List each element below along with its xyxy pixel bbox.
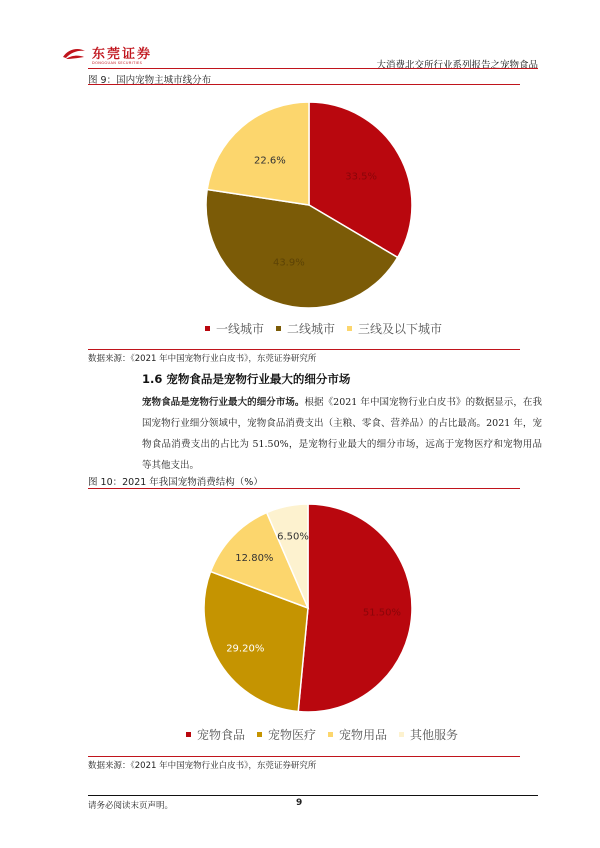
logo-text: 东莞证券: [92, 46, 153, 62]
pie-label-1: 33.5%: [345, 171, 378, 183]
figure-10-divider: [88, 488, 520, 489]
pie-label-3: 22.6%: [253, 155, 286, 167]
legend-label: 一线城市: [216, 322, 265, 336]
page-number: 9: [296, 798, 303, 808]
figure-10-title: 图 10：2021 年我国宠物消费结构（%）: [88, 477, 263, 488]
figure-9-title: 图 9：国内宠物主城市线分布: [88, 75, 212, 86]
figure-10-source: 数据来源：《2021 年中国宠物行业白皮书》，东莞证券研究所: [88, 761, 317, 771]
legend-swatch: [276, 326, 281, 331]
legend-label: 其他服务: [410, 728, 459, 742]
pet-consumption-legend: [186, 726, 470, 743]
pet-consumption-pie-chart: [196, 496, 420, 720]
section-heading: 1.6 宠物食品是宠物行业最大的细分市场: [142, 372, 351, 386]
legend-label: 二线城市: [287, 322, 336, 336]
legend-item-2: [257, 726, 316, 743]
section-paragraph: [142, 392, 542, 476]
pie-label-2: 29.20%: [226, 643, 265, 655]
legend-swatch: [205, 326, 210, 331]
city-tier-legend: [205, 320, 454, 337]
legend-item-3: [328, 726, 387, 743]
legend-label: 三线及以下城市: [358, 322, 443, 336]
city-tier-pie-chart: [194, 90, 424, 320]
header-divider: [88, 68, 538, 69]
legend-swatch: [399, 732, 404, 737]
report-title: 大消费北交所行业系列报告之宠物食品: [376, 60, 538, 71]
pie-label-4: 6.50%: [277, 531, 309, 543]
figure-10-bottom-divider: [88, 756, 520, 757]
legend-item-2: [276, 320, 335, 337]
legend-item-1: [205, 320, 264, 337]
company-logo: [62, 46, 152, 62]
legend-label: 宠物食品: [197, 728, 246, 742]
legend-swatch: [347, 326, 352, 331]
legend-item-1: [186, 726, 245, 743]
pie-label-3: 12.80%: [235, 553, 274, 565]
logo-subtext: DONGGUAN SECURITIES: [92, 61, 143, 65]
pie-label-2: 43.9%: [272, 257, 305, 269]
pie-slice-3: [207, 102, 309, 205]
figure-9-source: 数据来源：《2021 年中国宠物行业白皮书》，东莞证券研究所: [88, 354, 317, 364]
figure-9-divider: [88, 84, 520, 85]
paragraph-body: 根据《2021 年中国宠物行业白皮书》的数据显示，在我国宠物行业细分领域中，宠物食品消费支出（主粮、零食、营养品）的占比最高。2021 年，宠物食品消费支出的占比为 51.50%，是宠物行业最大的细分市场，远高于宠物医疗和宠物用品等其他支出。: [142, 397, 542, 471]
legend-item-3: [347, 320, 442, 337]
footer-disclaimer: 请务必阅读末页声明。: [88, 801, 174, 811]
pie-label-1: 51.50%: [362, 607, 401, 619]
legend-swatch: [186, 732, 191, 737]
legend-item-4: [399, 726, 458, 743]
legend-label: 宠物用品: [339, 728, 388, 742]
paragraph-lead: 宠物食品是宠物行业最大的细分市场。: [142, 397, 305, 408]
legend-swatch: [257, 732, 262, 737]
figure-9-bottom-divider: [88, 349, 520, 350]
legend-swatch: [328, 732, 333, 737]
legend-label: 宠物医疗: [268, 728, 317, 742]
logo-icon: [62, 46, 86, 62]
footer-divider: [88, 795, 538, 796]
